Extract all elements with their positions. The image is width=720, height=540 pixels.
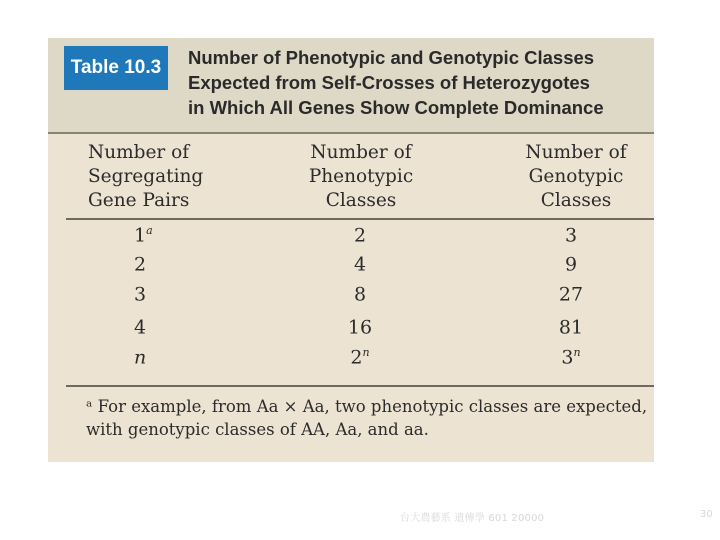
header-line: Segregating	[88, 166, 204, 187]
column-header-genotypic	[516, 141, 636, 213]
slide-page-number: 30	[700, 509, 713, 520]
header-line: Classes	[325, 190, 397, 211]
title-line: Expected from Self-Crosses of Heterozygotes	[188, 72, 590, 93]
cell-phenotypic: 16	[347, 316, 373, 339]
header-line: Genotypic	[528, 166, 624, 187]
cell-gene-pairs: 2	[134, 253, 147, 276]
header-line: Gene Pairs	[88, 190, 190, 211]
column-header-phenotypic	[296, 141, 426, 213]
table-row	[48, 316, 654, 345]
table-row	[48, 346, 654, 375]
table-footnote	[86, 395, 647, 441]
cell-genotypic: 3$^n$	[561, 346, 581, 369]
header-line: Number of	[525, 142, 627, 163]
cell-genotypic: 3	[564, 224, 578, 247]
table-row	[48, 253, 654, 282]
header-line: Classes	[540, 190, 612, 211]
title-line: in Which All Genes Show Complete Dominance	[188, 97, 604, 118]
cell-gene-pairs: 3	[134, 283, 147, 306]
cell-phenotypic: 2$^n$	[350, 346, 370, 369]
footnote-divider	[66, 385, 654, 387]
cell-genotypic: 81	[558, 316, 584, 339]
table-row	[48, 224, 654, 253]
slide-footer-text: 台大農藝系 遺傳學 601 20000	[400, 513, 545, 524]
cell-genotypic: 9	[564, 253, 578, 276]
cell-phenotypic: 8	[353, 283, 367, 306]
header-line: Number of	[88, 142, 190, 163]
scanned-table-image	[48, 38, 654, 462]
table-header-band	[48, 38, 654, 134]
footnote-line: with genotypic classes of AA, Aa, and aa.	[86, 420, 429, 439]
footnote-line: ᵃ For example, from Aa × Aa, two phenotypic classes are expected,	[86, 397, 648, 416]
header-divider	[66, 218, 654, 220]
title-line: Number of Phenotypic and Genotypic Classes	[188, 47, 595, 68]
cell-phenotypic: 2	[353, 224, 367, 247]
table-title	[188, 45, 604, 120]
header-line: Phenotypic	[308, 166, 414, 187]
table-number-tag: Table 10.3	[64, 46, 168, 90]
header-line: Number of	[310, 142, 412, 163]
cell-gene-pairs: n	[134, 346, 147, 369]
column-header-gene-pairs	[88, 141, 203, 213]
table-row	[48, 283, 654, 312]
cell-phenotypic: 4	[353, 253, 367, 276]
cell-gene-pairs: 4	[134, 316, 147, 339]
cell-genotypic: 27	[558, 283, 584, 306]
cell-gene-pairs: 1$^a$	[134, 224, 153, 247]
